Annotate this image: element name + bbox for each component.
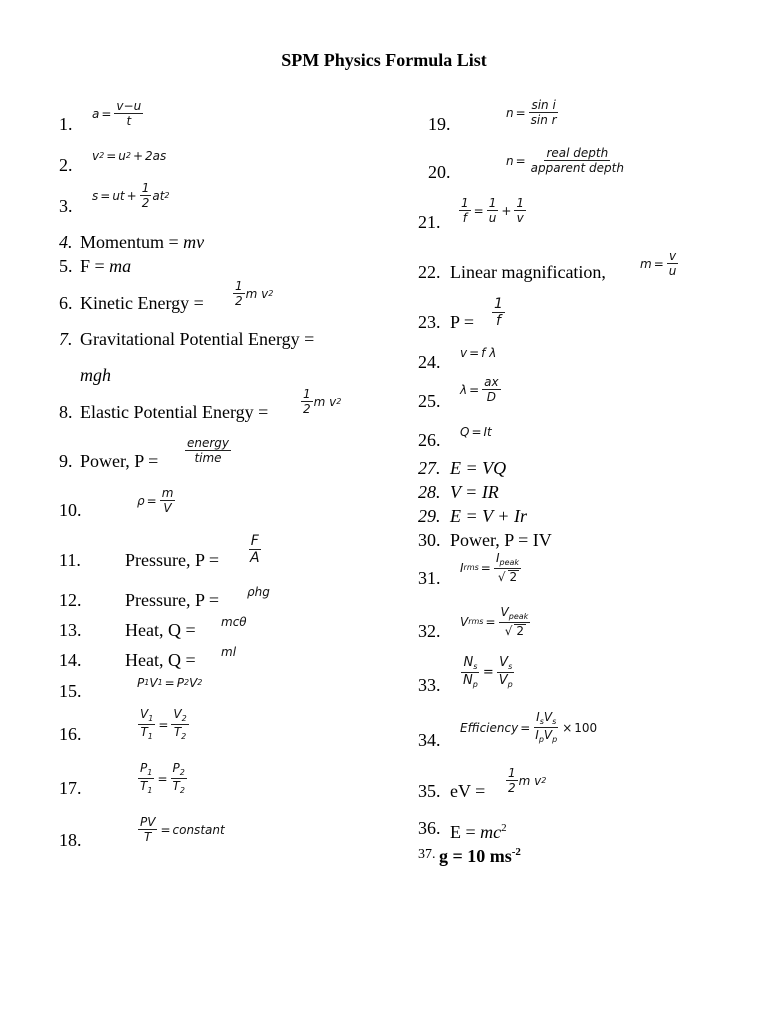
heat-label: Heat, Q = — [125, 650, 196, 670]
ev-label: eV = — [450, 781, 486, 801]
item-number: 29. — [418, 506, 441, 526]
formula-16: $\frac{V_1}{T_1}$ = $\frac{V_2}{T_2}$ — [140, 707, 187, 741]
gravity-label: g = 10 $ms^{-2}$ — [439, 846, 521, 866]
formula-19: n = $\frac{\text{sin i}}{\text{sin r}}$ — [506, 98, 557, 127]
item-number: 1. — [59, 114, 73, 134]
formula-3: s = ut + $\frac{1}{2}$ at 2 — [92, 181, 170, 210]
item-number: 34. — [418, 730, 441, 750]
item-number: 37. — [418, 847, 436, 862]
item-number: 16. — [59, 724, 82, 744]
power-label: Power, P = — [80, 451, 159, 471]
item-number: 24. — [418, 352, 441, 372]
item-number: 17. — [59, 778, 82, 798]
formula-6: $\frac{1}{2}$ m v 2 — [235, 279, 274, 308]
formula-33: $\frac{N_s}{N_p}$ = $\frac{V_s}{V_p}$ — [463, 655, 513, 689]
formula-24: v = f λ — [460, 346, 497, 360]
heat-label: Heat, Q = — [125, 620, 196, 640]
pressure-label: Pressure, P = — [125, 590, 219, 610]
item-number: 21. — [418, 212, 441, 232]
formula-9: $\frac{\text{energy}}{\text{time}}$ — [187, 436, 230, 465]
formula-2: v 2 = u 2 + 2as — [92, 149, 167, 163]
item-number: 22. — [418, 262, 441, 282]
power-iv-label: Power, P = IV — [450, 530, 552, 550]
item-number: 28. — [418, 482, 441, 502]
momentum-label: Momentum = mv — [80, 232, 205, 252]
formula-20: n = $\frac{\text{real depth}}{\text{apparent depth}}$ — [506, 146, 624, 175]
kinetic-energy-label: Kinetic Energy = — [80, 293, 204, 313]
item-number: 19. — [428, 114, 451, 134]
formula-29: E = V + Ir — [450, 506, 527, 526]
formula-15: P 1 V 1 = P 2 V 2 — [137, 676, 203, 690]
item-number: 35. — [418, 781, 441, 801]
formula-23: $\frac{1}{f}$ — [494, 296, 503, 329]
gpe-label: Gravitational Potential Energy = — [80, 329, 315, 349]
epe-label: Elastic Potential Energy = — [80, 402, 269, 422]
formula-11: $\frac{F}{A}$ — [250, 533, 260, 566]
formula-21: $\frac{1}{f}$ = $\frac{1}{u}$ + $\frac{1}{v}$ — [461, 196, 525, 225]
formula-17: $\frac{P_1}{T_1}$ = $\frac{P_2}{T_2}$ — [140, 761, 185, 795]
item-number: 25. — [418, 391, 441, 411]
item-number: 3. — [59, 196, 73, 216]
item-number: 15. — [59, 681, 82, 701]
formula-12: ρhg — [247, 585, 270, 599]
item-number: 36. — [418, 818, 441, 838]
formula-28: V = IR — [450, 482, 499, 502]
pressure-label: Pressure, P = — [125, 550, 219, 570]
item-number: 2. — [59, 155, 73, 175]
formula-1: a = $\frac{v-u}{t}$ — [92, 99, 142, 128]
formula-34: Efficiency = $\frac{I_sV_s}{I_pV_p}$ × 100 — [460, 710, 598, 744]
item-number: 8. — [59, 402, 73, 422]
item-number: 4. — [59, 232, 73, 252]
item-number: 13. — [59, 620, 82, 640]
force-label: F = ma — [80, 256, 132, 276]
formula-13: mcθ — [221, 615, 247, 629]
mass-energy-label: $E = mc^2$ — [450, 822, 507, 842]
formula-25: λ = $\frac{ax}{D}$ — [460, 375, 499, 404]
formula-35: $\frac{1}{2}$ m v 2 — [508, 766, 547, 795]
item-number: 20. — [428, 162, 451, 182]
item-number: 5. — [59, 256, 73, 276]
item-number: 7. — [59, 329, 73, 349]
item-number: 14. — [59, 650, 82, 670]
formula-32: V rms = $\frac{V_{peak}}{√ 2}$ — [460, 605, 529, 638]
gpe-formula: mgh — [80, 365, 111, 385]
formula-18: $\frac{PV}{T}$ = constant — [140, 815, 225, 844]
formula-14: ml — [221, 645, 237, 659]
formula-8: $\frac{1}{2}$ m v 2 — [303, 387, 342, 416]
power-lens-label: P = — [450, 312, 474, 332]
item-number: 9. — [59, 451, 73, 471]
item-number: 12. — [59, 590, 82, 610]
item-number: 27. — [418, 458, 441, 478]
item-number: 11. — [59, 550, 81, 570]
item-number: 26. — [418, 430, 441, 450]
formula-27: E = VQ — [450, 458, 507, 478]
item-number: 33. — [418, 675, 441, 695]
item-number: 10. — [59, 500, 82, 520]
page-title: SPM Physics Formula List — [281, 50, 487, 70]
item-number: 32. — [418, 621, 441, 641]
formula-26: Q = It — [460, 425, 492, 439]
item-number: 6. — [59, 293, 73, 313]
item-number: 18. — [59, 830, 82, 850]
item-number: 30. — [418, 530, 441, 550]
formula-31: I rms = $\frac{I_{peak}}{√ 2}$ — [460, 551, 520, 584]
formula-10: ρ = $\frac{m}{V}$ — [137, 486, 174, 515]
linear-magnification-label: Linear magnification, — [450, 262, 606, 282]
formula-22: m = $\frac{v}{u}$ — [640, 249, 677, 278]
item-number: 31. — [418, 568, 441, 588]
item-number: 23. — [418, 312, 441, 332]
